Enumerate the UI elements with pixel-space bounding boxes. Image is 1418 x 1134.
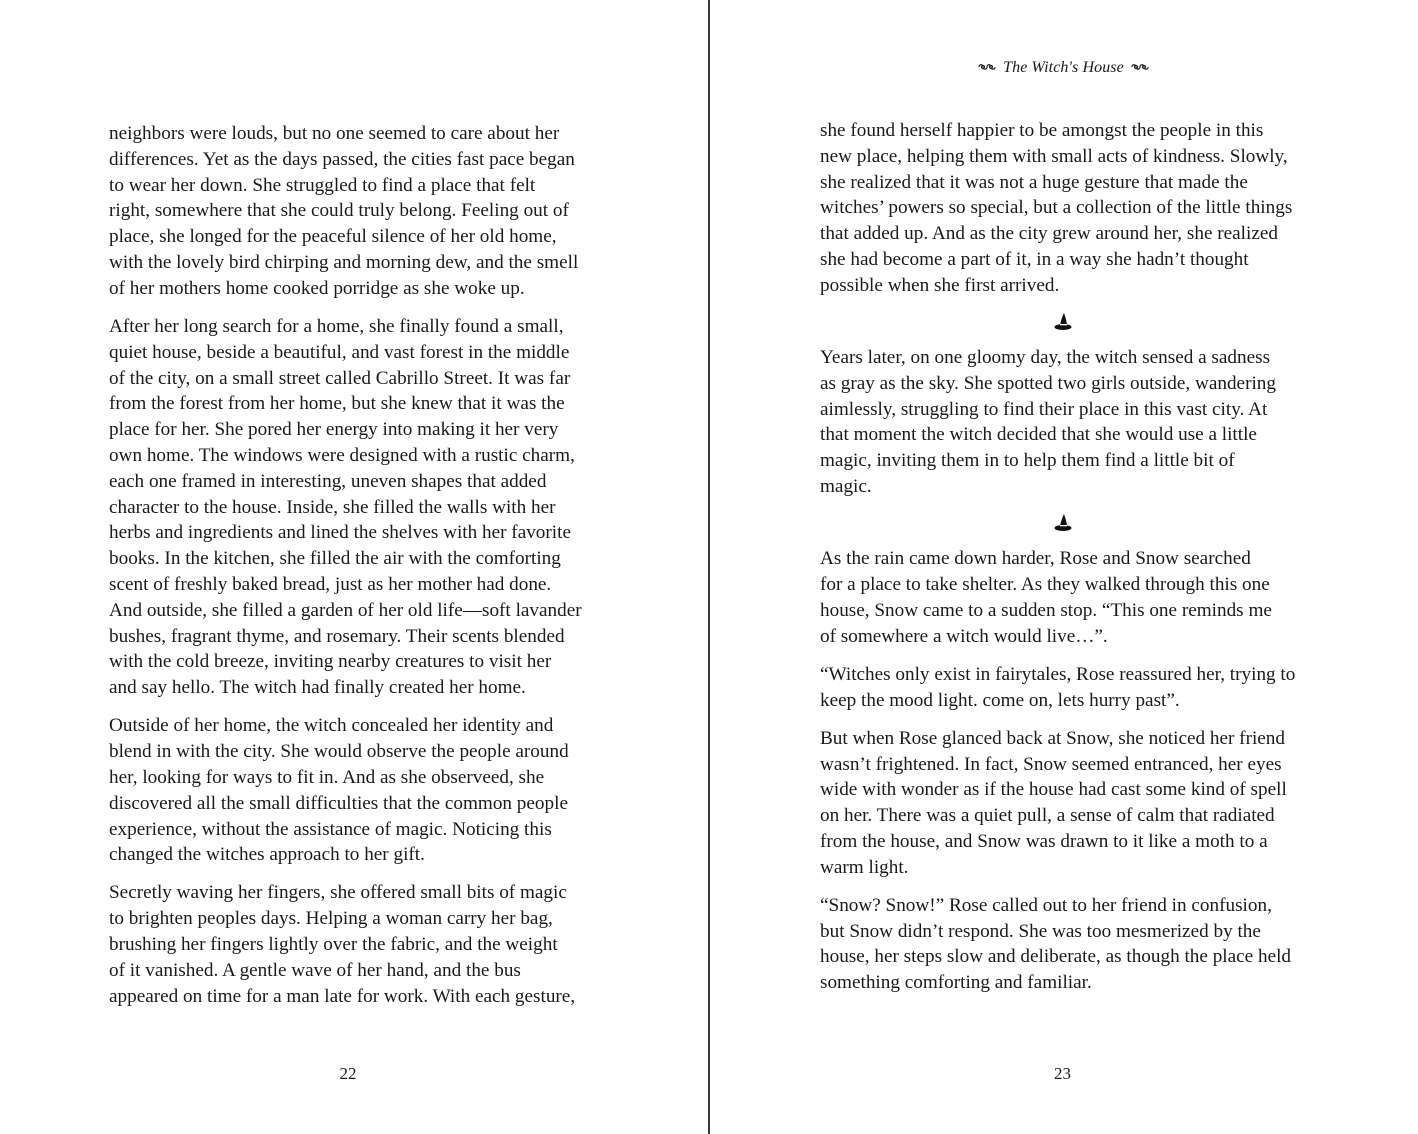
- left-page-body: [109, 121, 595, 1022]
- left-page: [0, 0, 708, 1134]
- paragraph: Outside of her home, the witch concealed her identity and blend in with the city. She would observe the people around her, looking for ways to fit in. And as she observeed, she discovered all the small difficulties that the common people experience, without the assistance of magic. Noticing this changed the witches approach to her gift.: [109, 715, 569, 866]
- right-page: [709, 0, 1418, 1134]
- paragraph: neighbors were louds, but no one seemed to care about her differences. Yet as the days passed, the cities fast pace began to wear her down. She struggled to find a place that felt right, somewhere that she could truly belong. Feeling out of place, she longed for the peaceful silence of her old home, with the lovely bird chirping and morning dew, and the smell of her mothers home cooked porridge as she woke up.: [109, 123, 579, 299]
- page-number-left: 22: [339, 1064, 357, 1083]
- paragraph: “Snow? Snow!” Rose called out to her friend in confusion, but Snow didn’t respond. She was too mesmerized by the house, her steps slow and deliberate, as though the place held something comforting and familiar.: [820, 894, 1292, 994]
- right-page-body: [820, 118, 1306, 1008]
- section-break: [820, 311, 1306, 337]
- paragraph: Years later, on one gloomy day, the witch sensed a sadness as gray as the sky. She spotted two girls outside, wandering aimlessly, struggling to find their place in this vast city. At that moment the witch decided that she would use a little magic, inviting them in to help them find a little bit of magic.: [820, 346, 1276, 497]
- witch-hat-icon: [1053, 512, 1073, 534]
- fleuron-swirl-icon: [977, 62, 997, 72]
- paragraph: she found herself happier to be amongst the people in this new place, helping them with small acts of kindness. Slowly, she realized that it was not a huge gesture that made the witches’ powers so special, but a collection of the little things that added up. And as the city grew around her, she realized she had become a part of it, in a way she hadn’t thought possible when she first arrived.: [820, 120, 1293, 296]
- section-break: [820, 512, 1306, 538]
- fleuron-swirl-icon: [1130, 62, 1150, 72]
- running-header: [709, 59, 1418, 77]
- page-number-right: 23: [1054, 1064, 1071, 1083]
- paragraph: But when Rose glanced back at Snow, she noticed her friend wasn’t frightened. In fact, Snow seemed entranced, her eyes wide with wonder as if the house had cast some kind of spell on her. There was a quiet pull, a sense of calm that radiated from the house, and Snow was drawn to it like a moth to a warm light.: [820, 727, 1287, 878]
- paragraph: “Witches only exist in fairytales, Rose reassured her, trying to keep the mood light. come on, lets hurry past”.: [820, 663, 1296, 711]
- paragraph: Secretly waving her fingers, she offered small bits of magic to brighten peoples days. Helping a woman carry her bag, brushing her fingers lightly over the fabric, and the weight of it vanished. A gentle wave of her hand, and the bus appeared on time for a man late for work. With each gesture,: [109, 882, 576, 1007]
- book-title: The Witch's House: [1003, 59, 1124, 76]
- witch-hat-icon: [1053, 311, 1073, 333]
- paragraph: As the rain came down harder, Rose and Snow searched for a place to take shelter. As they walked through this one house, Snow came to a sudden stop. “This one reminds me of somewhere a witch would live…”.: [820, 548, 1272, 647]
- paragraph: After her long search for a home, she finally found a small, quiet house, beside a beautiful, and vast forest in the middle of the city, on a small street called Cabrillo Street. It was far from the forest from her home, but she knew that it was the place for her. She pored her energy into making it her very own home. The windows were designed with a rustic charm, each one framed in interesting, uneven shapes that added character to the house. Inside, she filled the walls with her herbs and ingredients and lined the shelves with her favorite books. In the kitchen, she filled the air with the comforting scent of freshly baked bread, just as her mother had done. And outside, she filled a garden of her old life—soft lavander bushes, fragrant thyme, and rosemary. Their scents blended with the cold breeze, inviting nearby creatures to visit her and say hello. The witch had finally created her home.: [109, 315, 582, 699]
